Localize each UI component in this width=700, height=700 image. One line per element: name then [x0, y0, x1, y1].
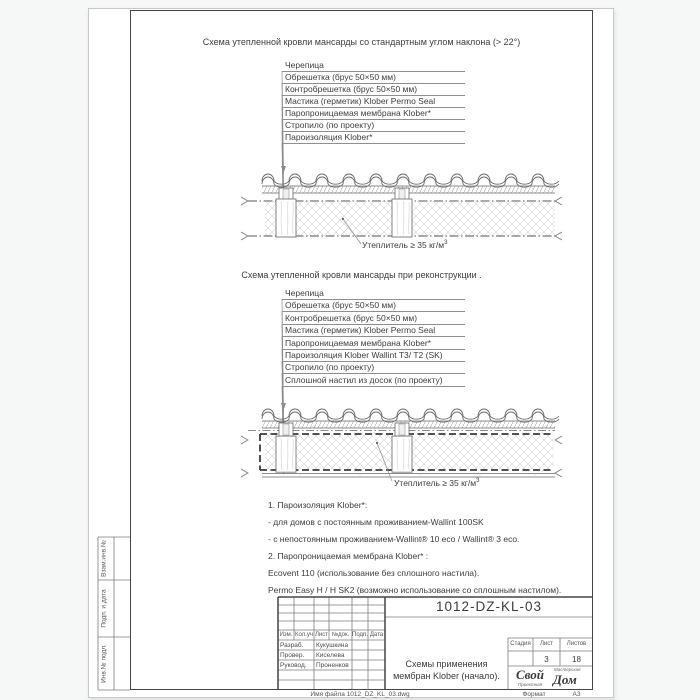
signer-name-rukovod: Проненков	[316, 662, 349, 669]
section2-label-cherepitsa: Черепица	[282, 287, 465, 300]
signer-name-razrab: Кукушкина	[316, 642, 349, 649]
section2-label-mastika: Мастика (герметик) Klober Permo Seal	[282, 324, 465, 337]
section2-label-nastil: Сплошной настил из досок (по проекту)	[282, 374, 465, 387]
col-ndok: №док.	[331, 632, 350, 638]
note-line-4: 2. Паропроницаемая мембрана Klober* :	[268, 551, 429, 561]
insulation-text: Утеплитель ≥ 35 кг/м	[362, 240, 445, 250]
logo-word-svoy: Свой	[516, 667, 545, 682]
section2-insulation-label	[394, 478, 479, 488]
col-podp: Подп.	[352, 632, 368, 638]
section1-title: Схема утепленной кровли мансарды со стандартным углом наклона (> 22°)	[202, 37, 521, 47]
col-data: Дата	[369, 632, 384, 638]
section1-label-obreshetka: Обрешетка (брус 50×50 мм)	[282, 71, 465, 84]
section2-label-obreshetka: Обрешетка (брус 50×50 мм)	[282, 299, 465, 312]
signer-role-rukovod: Руковод.	[280, 662, 307, 669]
note-line-3: - с непостоянным проживанием-Wallint® 10 eco / Wallint® 3 eco.	[268, 534, 520, 544]
logo-sub-proektnaya: Проектная	[518, 682, 543, 687]
section1-label-membrana: Паропроницаемая мембрана Klober*	[282, 107, 465, 120]
roof-section-2	[241, 409, 562, 481]
company-logo	[509, 666, 592, 689]
sheets-total: 18	[572, 655, 581, 664]
insulation-sup: 3	[476, 478, 480, 485]
strip-inv-podl: Инв.№ подл.	[100, 644, 108, 683]
strip-podp-data: Подп. и дата	[100, 589, 108, 628]
doc-title: Схемы применения мембран Klober (начало).	[393, 659, 500, 681]
section2-label-membrana: Паропроницаемая мембрана Klober*	[282, 337, 465, 350]
doc-number: 1012-DZ-KL-03	[435, 599, 543, 614]
stage-header: Стадия	[510, 641, 531, 647]
section1-insulation-label	[362, 240, 447, 250]
section2-title: Схема утепленной кровли мансарды при реконструкции .	[241, 270, 482, 280]
signer-role-prover: Провер.	[280, 652, 305, 659]
col-koluch: Кол.уч	[295, 632, 313, 638]
format-label: Формат	[522, 691, 546, 698]
insulation-sup: 3	[444, 240, 448, 247]
strip-vzam-inv: Взам.инв.№	[100, 540, 108, 577]
format-value: А3	[572, 691, 581, 698]
col-list: Лист	[314, 632, 329, 638]
col-izm: Изм.	[279, 632, 293, 638]
section2-label-paroizolyatsiya: Пароизоляция Klober Wallint T3/ T2 (SK)	[282, 349, 465, 362]
section2-label-stropilo: Стропило (по проекту)	[282, 361, 465, 374]
sheet-header: Лист	[539, 641, 554, 647]
section1-label-paroizolyatsiya: Пароизоляция Klober*	[282, 131, 465, 144]
section1-label-stropilo: Стропило (по проекту)	[282, 119, 465, 132]
logo-sub-masterskaya: Мастерская	[554, 667, 581, 672]
section1-label-cherepitsa: Черепица	[282, 59, 465, 72]
note-line-6: Permo Easy H / H SK2 (возможно использование со сплошным настилом).	[268, 585, 562, 595]
section2-label-kontrobreshetka: Контробрешетка (брус 50×50 мм)	[282, 312, 465, 325]
logo-word-dom: Дом	[553, 672, 577, 687]
section1-label-kontrobreshetka: Контробрешетка (брус 50×50 мм)	[282, 83, 465, 96]
note-line-1: 1. Пароизоляция Klober*:	[268, 500, 368, 510]
sheet-number: 3	[544, 655, 549, 664]
signer-name-prover: Киселева	[316, 652, 345, 659]
section1-label-mastika: Мастика (герметик) Klober Permo Seal	[282, 95, 465, 108]
note-line-5: Ecovent 110 (использование без сплошного настила).	[268, 568, 480, 578]
insulation-text: Утеплитель ≥ 35 кг/м	[394, 478, 477, 488]
file-name: Имя файла 1012_DZ_KL_03.dwg	[310, 691, 410, 698]
signer-role-razrab: Разраб.	[280, 642, 304, 649]
note-line-2: - для домов с постоянным проживанием-Wallint 100SK	[268, 517, 484, 527]
sheets-header: Листов	[566, 641, 587, 647]
